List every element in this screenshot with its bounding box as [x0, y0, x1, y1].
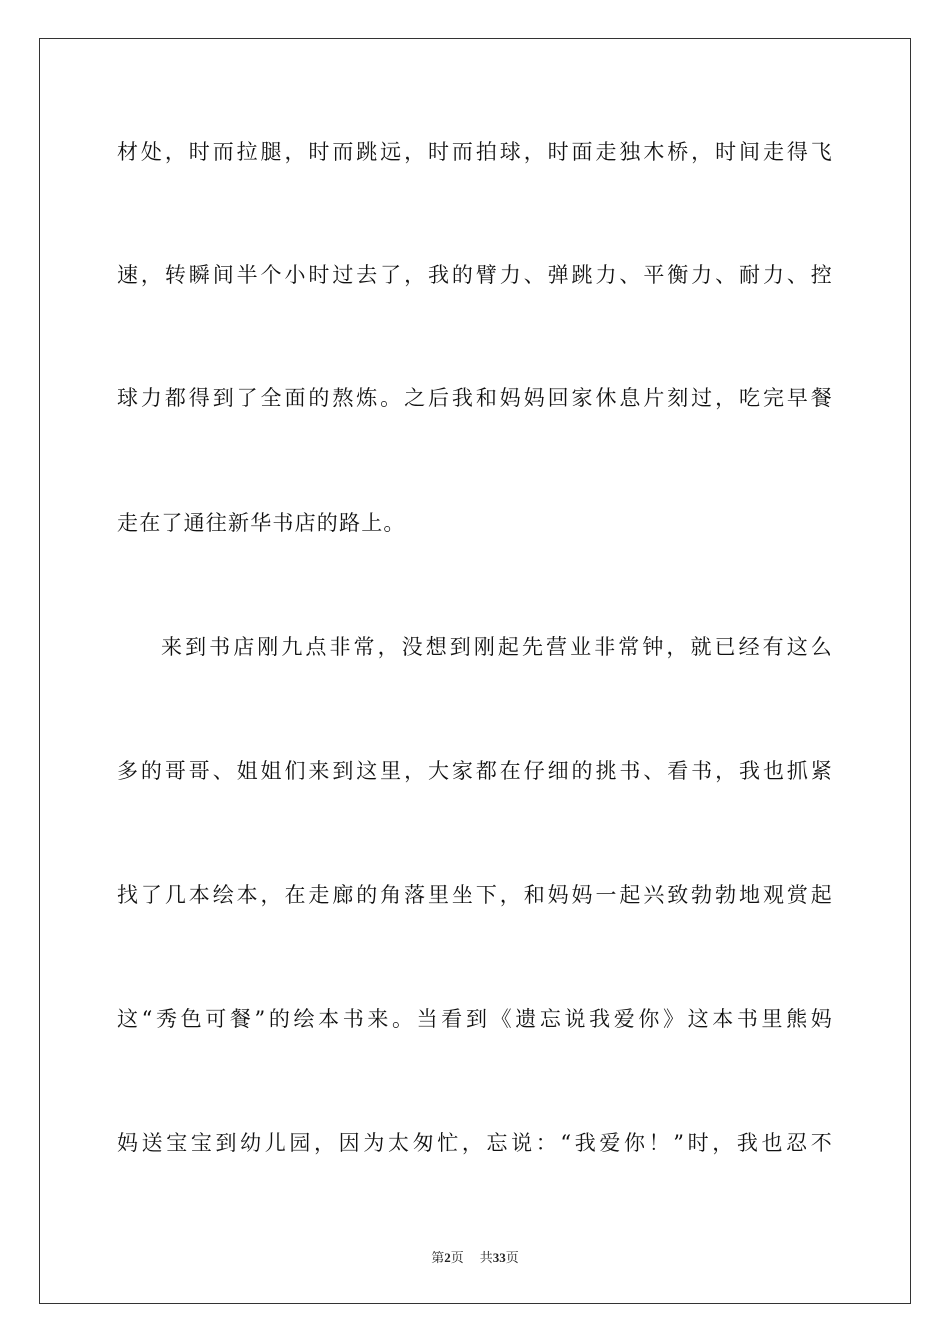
- page-suffix: 页: [450, 1251, 464, 1266]
- body-text-line-6: 多的哥哥、姐姐们来到这里，大家都在仔细的挑书、看书，我也抓紧: [117, 759, 833, 783]
- total-pages: 33: [492, 1250, 506, 1265]
- page-border: [39, 38, 911, 1304]
- body-text-line-4: 走在了通往新华书店的路上。: [117, 511, 406, 535]
- paragraph-2-line-1: 来到书店刚九点非常，没想到刚起先营业非常钟，就已经有这么: [161, 635, 833, 659]
- body-text-line-9: 妈送宝宝到幼儿园，因为太匆忙，忘说：“我爱你！”时，我也忍不: [117, 1131, 833, 1155]
- page-prefix: 第: [431, 1251, 445, 1266]
- body-text-line-8: 这“秀色可餐”的绘本书来。当看到《遗忘说我爱你》这本书里熊妈: [117, 1007, 833, 1031]
- page-footer: [0, 1247, 950, 1266]
- body-text-line-1: 材处，时而拉腿，时而跳远，时而拍球，时面走独木桥，时间走得飞: [117, 140, 833, 164]
- body-text-line-3: 球力都得到了全面的熬炼。之后我和妈妈回家休息片刻过，吃完早餐: [117, 386, 833, 410]
- body-text-line-2: 速，转瞬间半个小时过去了，我的臂力、弹跳力、平衡力、耐力、控: [117, 263, 833, 287]
- total-prefix: 共: [479, 1251, 493, 1266]
- page-number: 2: [444, 1250, 451, 1265]
- body-text-line-7: 找了几本绘本，在走廊的角落里坐下，和妈妈一起兴致勃勃地观赏起: [117, 883, 833, 907]
- total-suffix: 页: [505, 1251, 519, 1266]
